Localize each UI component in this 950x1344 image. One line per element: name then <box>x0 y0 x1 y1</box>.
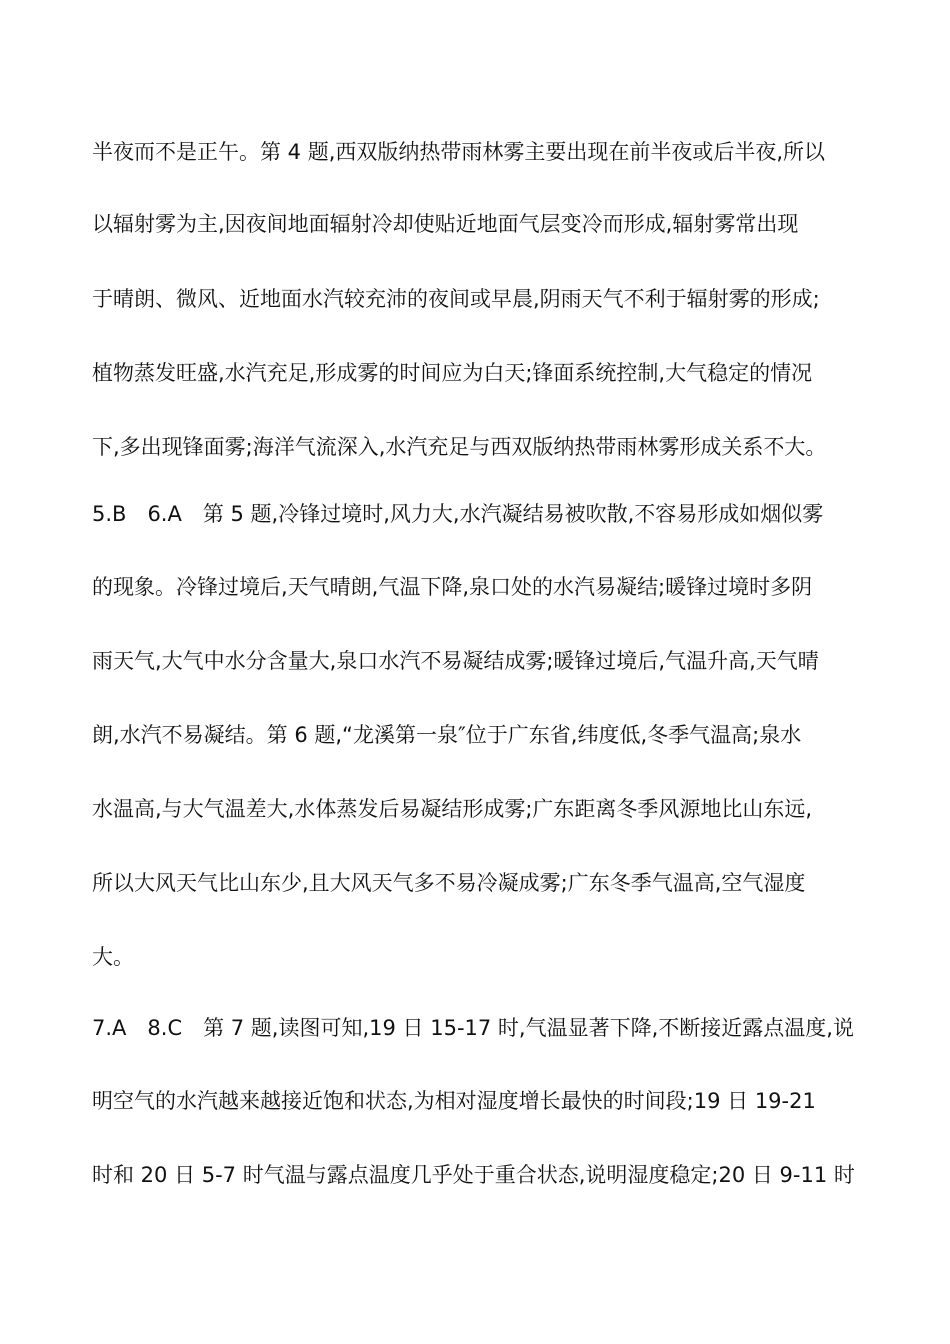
text-line: 时和 20 日 5-7 时气温与露点温度几乎处于重合状态,说明湿度稳定;20 日 9-11 时 <box>92 1163 855 1187</box>
text-line: 半夜而不是正午。第 4 题,西双版纳热带雨林雾主要出现在前半夜或后半夜,所以 <box>92 140 826 164</box>
answer-line-5-6: 5.B 6.A 第 5 题,冷锋过境时,风力大,水汽凝结易被吹散,不容易形成如烟似雾 <box>92 502 824 526</box>
text-line: 于晴朗、微风、近地面水汽较充沛的夜间或早晨,阴雨天气不利于辐射雾的形成; <box>92 287 820 311</box>
answer-line-7-8: 7.A 8.C 第 7 题,读图可知,19 日 15-17 时,气温显著下降,不断接近露点温度,说 <box>92 1016 854 1040</box>
text-line: 雨天气,大气中水分含量大,泉口水汽不易凝结成雾;暖锋过境后,气温升高,天气晴 <box>92 649 819 673</box>
text-line: 植物蒸发旺盛,水汽充足,形成雾的时间应为白天;锋面系统控制,大气稳定的情况 <box>92 361 813 385</box>
text-line: 下,多出现锋面雾;海洋气流深入,水汽充足与西双版纳热带雨林雾形成关系不大。 <box>92 435 827 459</box>
text-line: 大。 <box>92 945 134 969</box>
text-line: 明空气的水汽越来越接近饱和状态,为相对湿度增长最快的时间段;19 日 19-21 <box>92 1089 816 1113</box>
text-line: 所以大风天气比山东少,且大风天气多不易冷凝成雾;广东冬季气温高,空气湿度 <box>92 871 806 895</box>
text-line: 朗,水汽不易凝结。第 6 题,“龙溪第一泉″位于广东省,纬度低,冬季气温高;泉水 <box>92 723 802 747</box>
text-line: 以辐射雾为主,因夜间地面辐射冷却使贴近地面气层变冷而形成,辐射雾常出现 <box>92 212 799 236</box>
text-line: 水温高,与大气温差大,水体蒸发后易凝结形成雾;广东距离冬季风源地比山东远, <box>92 797 813 821</box>
text-line: 的现象。冷锋过境后,天气晴朗,气温下降,泉口处的水汽易凝结;暖锋过境时多阴 <box>92 575 813 599</box>
